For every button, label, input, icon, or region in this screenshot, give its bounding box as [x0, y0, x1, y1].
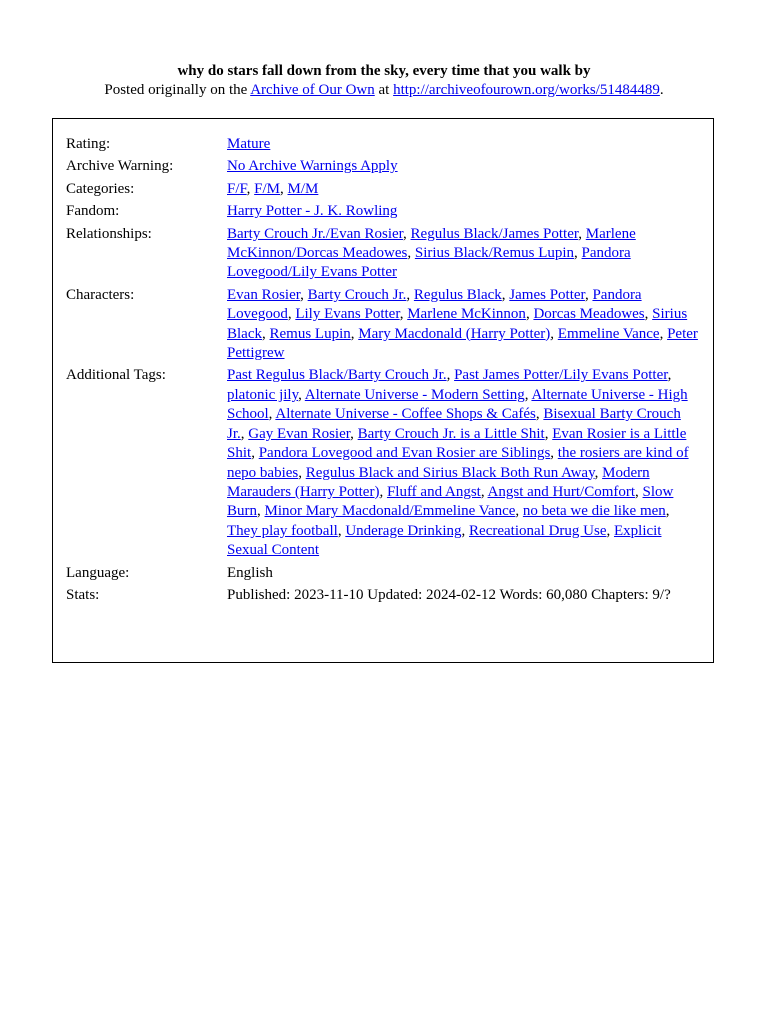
meta-value-rating: [227, 135, 699, 157]
tag-link[interactable]: F/F: [227, 180, 247, 197]
archive-link[interactable]: Archive of Our Own: [250, 82, 375, 98]
meta-value-additional-tags: Past Regulus Black/Barty Crouch Jr., Past James Potter/Lily Evans Potter, platonic jily, Alternate Universe - Modern Setting, Alternate Universe - High School, Alternate Universe - Coffee Shops & Cafés, Bisexual Barty Crouch Jr., Gay Evan Rosier, Barty Crouch Jr. is a Little Shit, Evan Rosier is a Little Shit, Pandora Lovegood and Evan Rosier are Siblings, the rosiers are kind of nepo babies, Regulus Black and Sirius Black Both Run Away, Modern Marauders (Harry Potter), Fluff and Angst, Angst and Hurt/Comfort, Slow Burn, Minor Mary Macdonald/Emmeline Vance, no beta we die like men, They play football, Underage Drinking, Recreational Drug Use, Explicit Sexual Content: [227, 367, 689, 559]
meta-row-categories: [66, 180, 699, 202]
tag-link[interactable]: No Archive Warnings Apply: [227, 158, 398, 175]
tag-link[interactable]: Barty Crouch Jr.: [307, 286, 407, 303]
meta-value-stats: Published: 2023-11-10 Updated: 2024-02-12 Words: 60,080 Chapters: 9/?: [227, 586, 671, 603]
meta-table: [66, 135, 699, 608]
meta-row-archive-warning: [66, 157, 699, 179]
tag-link[interactable]: Past Regulus Black/Barty Crouch Jr.: [227, 367, 447, 384]
meta-value-language: English: [227, 564, 273, 581]
tag-link[interactable]: Explicit Sexual Content: [227, 522, 662, 559]
tag-link[interactable]: Remus Lupin: [269, 325, 351, 342]
tag-link[interactable]: Marlene McKinnon: [407, 306, 526, 323]
meta-value-archive-warning: [227, 157, 699, 179]
tag-link[interactable]: Alternate Universe - Modern Setting: [304, 386, 525, 403]
meta-box: [52, 118, 714, 663]
tag-link[interactable]: Barty Crouch Jr./Evan Rosier: [227, 225, 404, 242]
meta-value-categories: F/F, F/M, M/M: [227, 180, 319, 197]
tag-link[interactable]: Sirius Black/Remus Lupin: [414, 245, 575, 262]
meta-row-relationships: [66, 225, 699, 286]
tag-link[interactable]: no beta we die like men: [522, 503, 666, 520]
meta-row-stats: [66, 586, 699, 608]
tag-link[interactable]: Pandora Lovegood and Evan Rosier are Siblings: [258, 445, 551, 462]
meta-label-language: Language:: [66, 564, 130, 581]
meta-label-fandom: Fandom:: [66, 203, 120, 220]
tag-link[interactable]: Regulus Black: [413, 286, 502, 303]
tag-link[interactable]: Pandora Lovegood: [227, 286, 642, 323]
meta-row-additional-tags: [66, 366, 699, 563]
meta-value-characters: Evan Rosier, Barty Crouch Jr., Regulus Black, James Potter, Pandora Lovegood, Lily Evans Potter, Marlene McKinnon, Dorcas Meadowes, Sirius Black, Remus Lupin, Mary Macdonald (Harry Potter), Emmeline Vance, Peter Pettigrew: [227, 286, 698, 362]
tag-link[interactable]: Mature: [227, 136, 271, 152]
tag-link[interactable]: Evan Rosier is a Little Shit: [227, 425, 687, 462]
tag-link[interactable]: Slow Burn: [227, 483, 674, 520]
meta-row-characters: [66, 286, 699, 367]
tag-link[interactable]: Harry Potter - J. K. Rowling: [227, 203, 398, 220]
tag-link[interactable]: F/M: [254, 180, 281, 197]
at-text: at: [374, 82, 394, 98]
tag-link[interactable]: M/M: [287, 180, 319, 197]
tag-link[interactable]: Fluff and Angst: [386, 483, 481, 500]
tag-link[interactable]: Dorcas Meadowes: [533, 306, 645, 323]
tag-link[interactable]: Pandora Lovegood/Lily Evans Potter: [227, 245, 631, 281]
tag-link[interactable]: Marlene McKinnon/Dorcas Meadowes: [227, 225, 636, 262]
meta-label-stats: Stats:: [66, 586, 100, 603]
tag-link[interactable]: Recreational Drug Use: [469, 522, 607, 539]
tag-link[interactable]: Emmeline Vance: [557, 325, 660, 342]
tag-link[interactable]: Alternate Universe - High School: [227, 386, 688, 423]
tag-link[interactable]: Lily Evans Potter: [295, 306, 400, 323]
tag-link[interactable]: Regulus Black and Sirius Black Both Run Away: [305, 464, 595, 481]
tag-link[interactable]: Bisexual Barty Crouch Jr.: [227, 406, 681, 442]
tag-link[interactable]: Peter Pettigrew: [227, 325, 698, 362]
meta-row-language: [66, 564, 699, 586]
tag-link[interactable]: Barty Crouch Jr. is a Little Shit: [357, 425, 545, 442]
tag-link[interactable]: They play football: [227, 522, 338, 539]
meta-label-additional-tags: Additional Tags:: [66, 367, 166, 384]
tag-link[interactable]: Alternate Universe - Coffee Shops & Cafés: [275, 406, 536, 423]
tag-link[interactable]: Sirius Black: [227, 306, 688, 342]
meta-value-fandom: [227, 202, 699, 224]
posted-line: [0, 81, 768, 100]
period: .: [659, 82, 664, 98]
tag-link[interactable]: Past James Potter/Lily Evans Potter: [454, 367, 668, 384]
tag-link[interactable]: Regulus Black/James Potter: [410, 225, 579, 242]
work-header: [0, 62, 768, 100]
tag-link[interactable]: Underage Drinking: [345, 522, 462, 539]
tag-link[interactable]: Modern Marauders (Harry Potter): [227, 464, 650, 500]
tag-link[interactable]: the rosiers are kind of nepo babies: [227, 445, 689, 481]
meta-value-relationships: Barty Crouch Jr./Evan Rosier, Regulus Black/James Potter, Marlene McKinnon/Dorcas Meadowes, Sirius Black/Remus Lupin, Pandora Lovegood/Lily Evans Potter: [227, 225, 636, 281]
meta-label-archive-warning: Archive Warning:: [66, 158, 174, 175]
meta-label-rating: Rating:: [66, 136, 111, 152]
meta-row-fandom: [66, 202, 699, 224]
tag-link[interactable]: Minor Mary Macdonald/Emmeline Vance: [264, 503, 516, 520]
tag-link[interactable]: platonic jily: [227, 386, 299, 403]
posted-prefix: Posted originally on the: [104, 82, 251, 98]
tag-link[interactable]: Angst and Hurt/Comfort: [487, 483, 636, 500]
meta-label-characters: Characters:: [66, 286, 135, 303]
tag-link[interactable]: Gay Evan Rosier: [248, 425, 351, 442]
tag-link[interactable]: Mary Macdonald (Harry Potter): [358, 325, 551, 342]
tag-link[interactable]: Evan Rosier: [227, 286, 301, 303]
work-title: why do stars fall down from the sky, every time that you walk by: [177, 63, 591, 79]
work-url-link[interactable]: http://archiveofourown.org/works/51484489: [393, 82, 660, 98]
meta-row-rating: [66, 135, 699, 157]
meta-label-categories: Categories:: [66, 180, 135, 197]
tag-link[interactable]: James Potter: [509, 286, 585, 303]
meta-label-relationships: Relationships:: [66, 225, 152, 242]
